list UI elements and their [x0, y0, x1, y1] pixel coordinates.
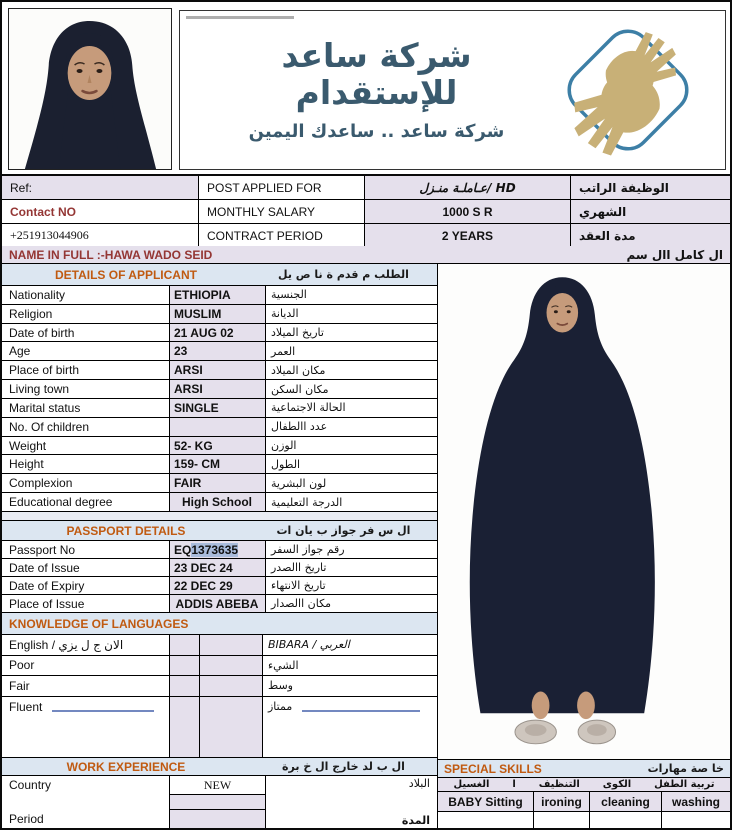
table-row: [2, 493, 437, 512]
full-name: NAME IN FULL :-HAWA WADO SEID: [9, 247, 213, 262]
languages-section-header: [2, 613, 437, 635]
hands-logo-icon: [539, 15, 717, 165]
skill-name-arabic: الكوى: [602, 779, 632, 790]
skill-name-cell: ironing: [534, 792, 590, 811]
field-value: 52- KG: [170, 437, 266, 455]
skill-name-arabic: ا: [512, 779, 516, 790]
applicant-headshot-photo: [8, 8, 172, 170]
field-label-arabic: الوزن: [271, 439, 297, 453]
country-label: Country: [9, 778, 52, 792]
full-body-illustration: [439, 264, 730, 759]
table-row: [2, 286, 437, 305]
field-label: Date of Issue: [2, 559, 170, 576]
language-level-arabic: [263, 635, 437, 655]
field-label: No. Of children: [2, 418, 170, 436]
full-name-row: [2, 246, 730, 264]
table-row: [2, 418, 437, 437]
section-divider: [2, 512, 437, 520]
passport-header-title: PASSPORT DETAILS: [66, 523, 186, 538]
left-tables-column: [2, 264, 438, 828]
field-value: ETHIOPIA: [170, 286, 266, 304]
field-value: 23: [170, 342, 266, 360]
field-value: FAIR: [170, 474, 266, 492]
field-value: 23 DEC 24: [170, 559, 266, 576]
skill-empty-cell: [662, 812, 730, 828]
field-value: High School: [170, 493, 266, 511]
passport-section-header: [2, 520, 437, 541]
skills-empty-row: [438, 812, 730, 828]
skill-name-arabic: التنظيف: [538, 779, 580, 790]
passport-prefix: EQ: [174, 542, 192, 557]
ref-label: Ref:: [2, 176, 199, 200]
period-arabic: المدة: [401, 814, 430, 827]
skill-empty-cell: [590, 812, 662, 828]
language-check-cell: [170, 656, 200, 676]
special-skills-panel: [438, 759, 730, 828]
skill-name-arabic: الغسيل: [453, 779, 490, 790]
field-label: Age: [2, 342, 170, 360]
skills-arabic-row: [438, 778, 730, 792]
contract-period-label: CONTRACT PERIOD: [199, 224, 365, 248]
header-fine-print: [186, 16, 294, 19]
work-values-column: [170, 776, 266, 828]
language-row: [2, 656, 437, 677]
skills-english-row: [438, 792, 730, 812]
language-level-arabic-text: ممتاز: [268, 700, 293, 714]
language-check-cell: [170, 676, 200, 696]
table-row: [2, 305, 437, 324]
field-label-arabic: تاريخ الانتهاء: [271, 579, 326, 592]
field-label-arabic: تاريخ الميلاد: [271, 326, 324, 340]
language-level-arabic: [263, 676, 437, 696]
post-applied-value: عـاملـة منـزل/ HD: [365, 176, 571, 200]
field-value: MUSLIM: [170, 305, 266, 323]
hands-logo-svg: [539, 15, 717, 165]
skill-empty-cell: [534, 812, 590, 828]
skill-name-cell: BABY Sitting: [438, 792, 534, 811]
table-row: [2, 437, 437, 456]
details-header-title: DETAILS OF APPLICANT: [54, 267, 197, 282]
field-label: Height: [2, 455, 170, 473]
passport-header-arabic: ال س فر جواز ب يان ات: [276, 524, 411, 537]
field-label: Place of Issue: [2, 595, 170, 612]
skill-name-arabic: تربية الطفل: [654, 779, 715, 790]
field-label-arabic: الطول: [271, 457, 301, 471]
language-check-cell: [200, 676, 263, 696]
agency-slogan: شركة ساعد .. ساعدك اليمين: [248, 120, 505, 142]
work-table: [2, 776, 437, 828]
language-row: [2, 697, 437, 718]
language-level-label: [2, 697, 170, 718]
field-label-arabic: رقم جواز السفر: [271, 543, 345, 556]
table-row: [2, 541, 437, 559]
passport-number-highlight: 1373635: [191, 542, 239, 557]
field-label: Marital status: [2, 399, 170, 417]
field-label: Passport No: [2, 541, 170, 558]
skills-header-title: SPECIAL SKILLS: [444, 761, 542, 776]
languages-table: [2, 635, 437, 717]
main-body: [2, 264, 730, 828]
field-value: 159- CM: [170, 455, 266, 473]
monthly-salary-label: MONTHLY SALARY: [199, 200, 365, 224]
monthly-salary-arabic: الشهري: [571, 200, 730, 224]
languages-empty-check-cell: [170, 717, 200, 757]
field-label: Living town: [2, 380, 170, 398]
field-label-arabic: العمر: [271, 344, 296, 358]
field-label: Place of birth: [2, 361, 170, 379]
field-value: ARSI: [170, 380, 266, 398]
work-section-header: [2, 757, 437, 776]
period-label: Period: [9, 812, 44, 826]
field-label-arabic: عدد االطفال: [271, 420, 328, 434]
field-value: [170, 418, 266, 436]
summary-table: [2, 174, 730, 246]
work-arabic-cell: [266, 776, 437, 828]
field-label-arabic: الحالة الاجتماعية: [271, 401, 346, 415]
right-column: [438, 264, 730, 828]
field-label: Date of birth: [2, 324, 170, 342]
language-level-arabic-text: وسط: [268, 679, 293, 693]
languages-empty-row: [2, 717, 437, 757]
languages-empty-arabic-cell: [263, 717, 437, 757]
field-label: Educational degree: [2, 493, 170, 511]
passport-table: [2, 541, 437, 613]
document-header: [2, 2, 730, 172]
work-empty-value: [170, 795, 265, 810]
language-level-label: [2, 635, 170, 655]
contact-number: +251913044906: [2, 224, 199, 248]
language-level-text: Fluent: [9, 699, 43, 714]
language-level-label: [2, 676, 170, 696]
agency-banner: [179, 10, 726, 170]
language-level-label: [2, 656, 170, 676]
field-label: Religion: [2, 305, 170, 323]
language-check-cell: [200, 697, 263, 718]
handwritten-underline: [52, 710, 154, 712]
language-check-cell: [200, 635, 263, 655]
table-row: [2, 399, 437, 418]
field-label-arabic: الديانة: [271, 307, 299, 321]
headshot-illustration: [9, 9, 171, 169]
table-row: [2, 577, 437, 595]
language-check-cell: [170, 697, 200, 718]
contract-period-arabic: مدة العقد: [571, 224, 730, 248]
language-check-cell: [170, 635, 200, 655]
table-row: [2, 559, 437, 577]
table-row: [2, 324, 437, 343]
table-row: [2, 380, 437, 399]
language-level-arabic-text: الشيء: [268, 658, 299, 672]
field-label: Complexion: [2, 474, 170, 492]
field-value: ARSI: [170, 361, 266, 379]
work-labels-cell: [2, 776, 170, 828]
monthly-salary-value: 1000 S R: [365, 200, 571, 224]
post-applied-label: POST APPLIED FOR: [199, 176, 365, 200]
country-arabic: البلاد: [408, 777, 430, 790]
work-header-title: WORK EXPERIENCE: [66, 759, 186, 774]
skill-name-cell: cleaning: [590, 792, 662, 811]
language-level-arabic: [263, 697, 437, 718]
field-label: Date of Expiry: [2, 577, 170, 594]
language-row: [2, 676, 437, 697]
field-value: SINGLE: [170, 399, 266, 417]
table-row: [2, 361, 437, 380]
handwritten-underline: [302, 710, 420, 712]
table-row: [2, 455, 437, 474]
language-level-text: Poor: [9, 658, 35, 673]
skills-header-arabic: خا صة مهارات: [647, 762, 724, 775]
agency-titles: [188, 38, 539, 142]
work-header-arabic: ال ب لد خارج ال خ برة: [282, 760, 405, 773]
field-label-arabic: الجنسية: [271, 288, 307, 302]
field-label-arabic: مكان السكن: [271, 382, 329, 396]
languages-empty-label-cell: [2, 717, 170, 757]
field-label: Nationality: [2, 286, 170, 304]
agency-title: شركة ساعد للإستقدام: [281, 36, 472, 112]
field-value: 21 AUG 02: [170, 324, 266, 342]
language-level-arabic-text: العربي / BIBARA: [268, 638, 350, 652]
skills-section-header: [438, 759, 730, 778]
field-label-arabic: تاريخ االصدر: [271, 561, 327, 574]
contact-label: Contact NO: [2, 200, 199, 224]
language-row: [2, 635, 437, 656]
language-check-cell: [200, 656, 263, 676]
language-level-text: English / الان ج ل يزي: [9, 637, 124, 652]
applicant-full-body-photo: [438, 264, 730, 759]
language-level-arabic: [263, 656, 437, 676]
field-value: ADDIS ABEBA: [170, 595, 266, 612]
full-name-arabic: ال كامل اال سم: [626, 247, 723, 262]
field-label: Weight: [2, 437, 170, 455]
details-section-header: [2, 264, 437, 286]
field-label-arabic: لون البشرية: [271, 476, 327, 490]
languages-header-title: KNOWLEDGE OF LANGUAGES: [9, 616, 189, 631]
details-table: [2, 286, 437, 512]
contract-period-value: 2 YEARS: [365, 224, 571, 248]
table-row: [2, 474, 437, 493]
field-value: [170, 541, 266, 558]
table-row: [2, 595, 437, 613]
skill-empty-cell: [438, 812, 534, 828]
details-header-arabic: الطلب م قدم ة نا ص يل: [278, 268, 409, 281]
skill-name-cell: washing: [662, 792, 730, 811]
language-level-text: Fair: [9, 678, 30, 693]
field-label-arabic: مكان الميلاد: [271, 363, 326, 377]
country-value: NEW: [170, 776, 265, 795]
languages-empty-check-cell: [200, 717, 263, 757]
table-row: [2, 342, 437, 361]
field-label-arabic: مكان االصدار: [271, 597, 332, 610]
period-value: [170, 810, 265, 828]
field-value: 22 DEC 29: [170, 577, 266, 594]
field-label-arabic: الدرجة التعليمية: [271, 495, 343, 509]
post-applied-arabic: الوظيفة الراتب: [571, 176, 730, 200]
